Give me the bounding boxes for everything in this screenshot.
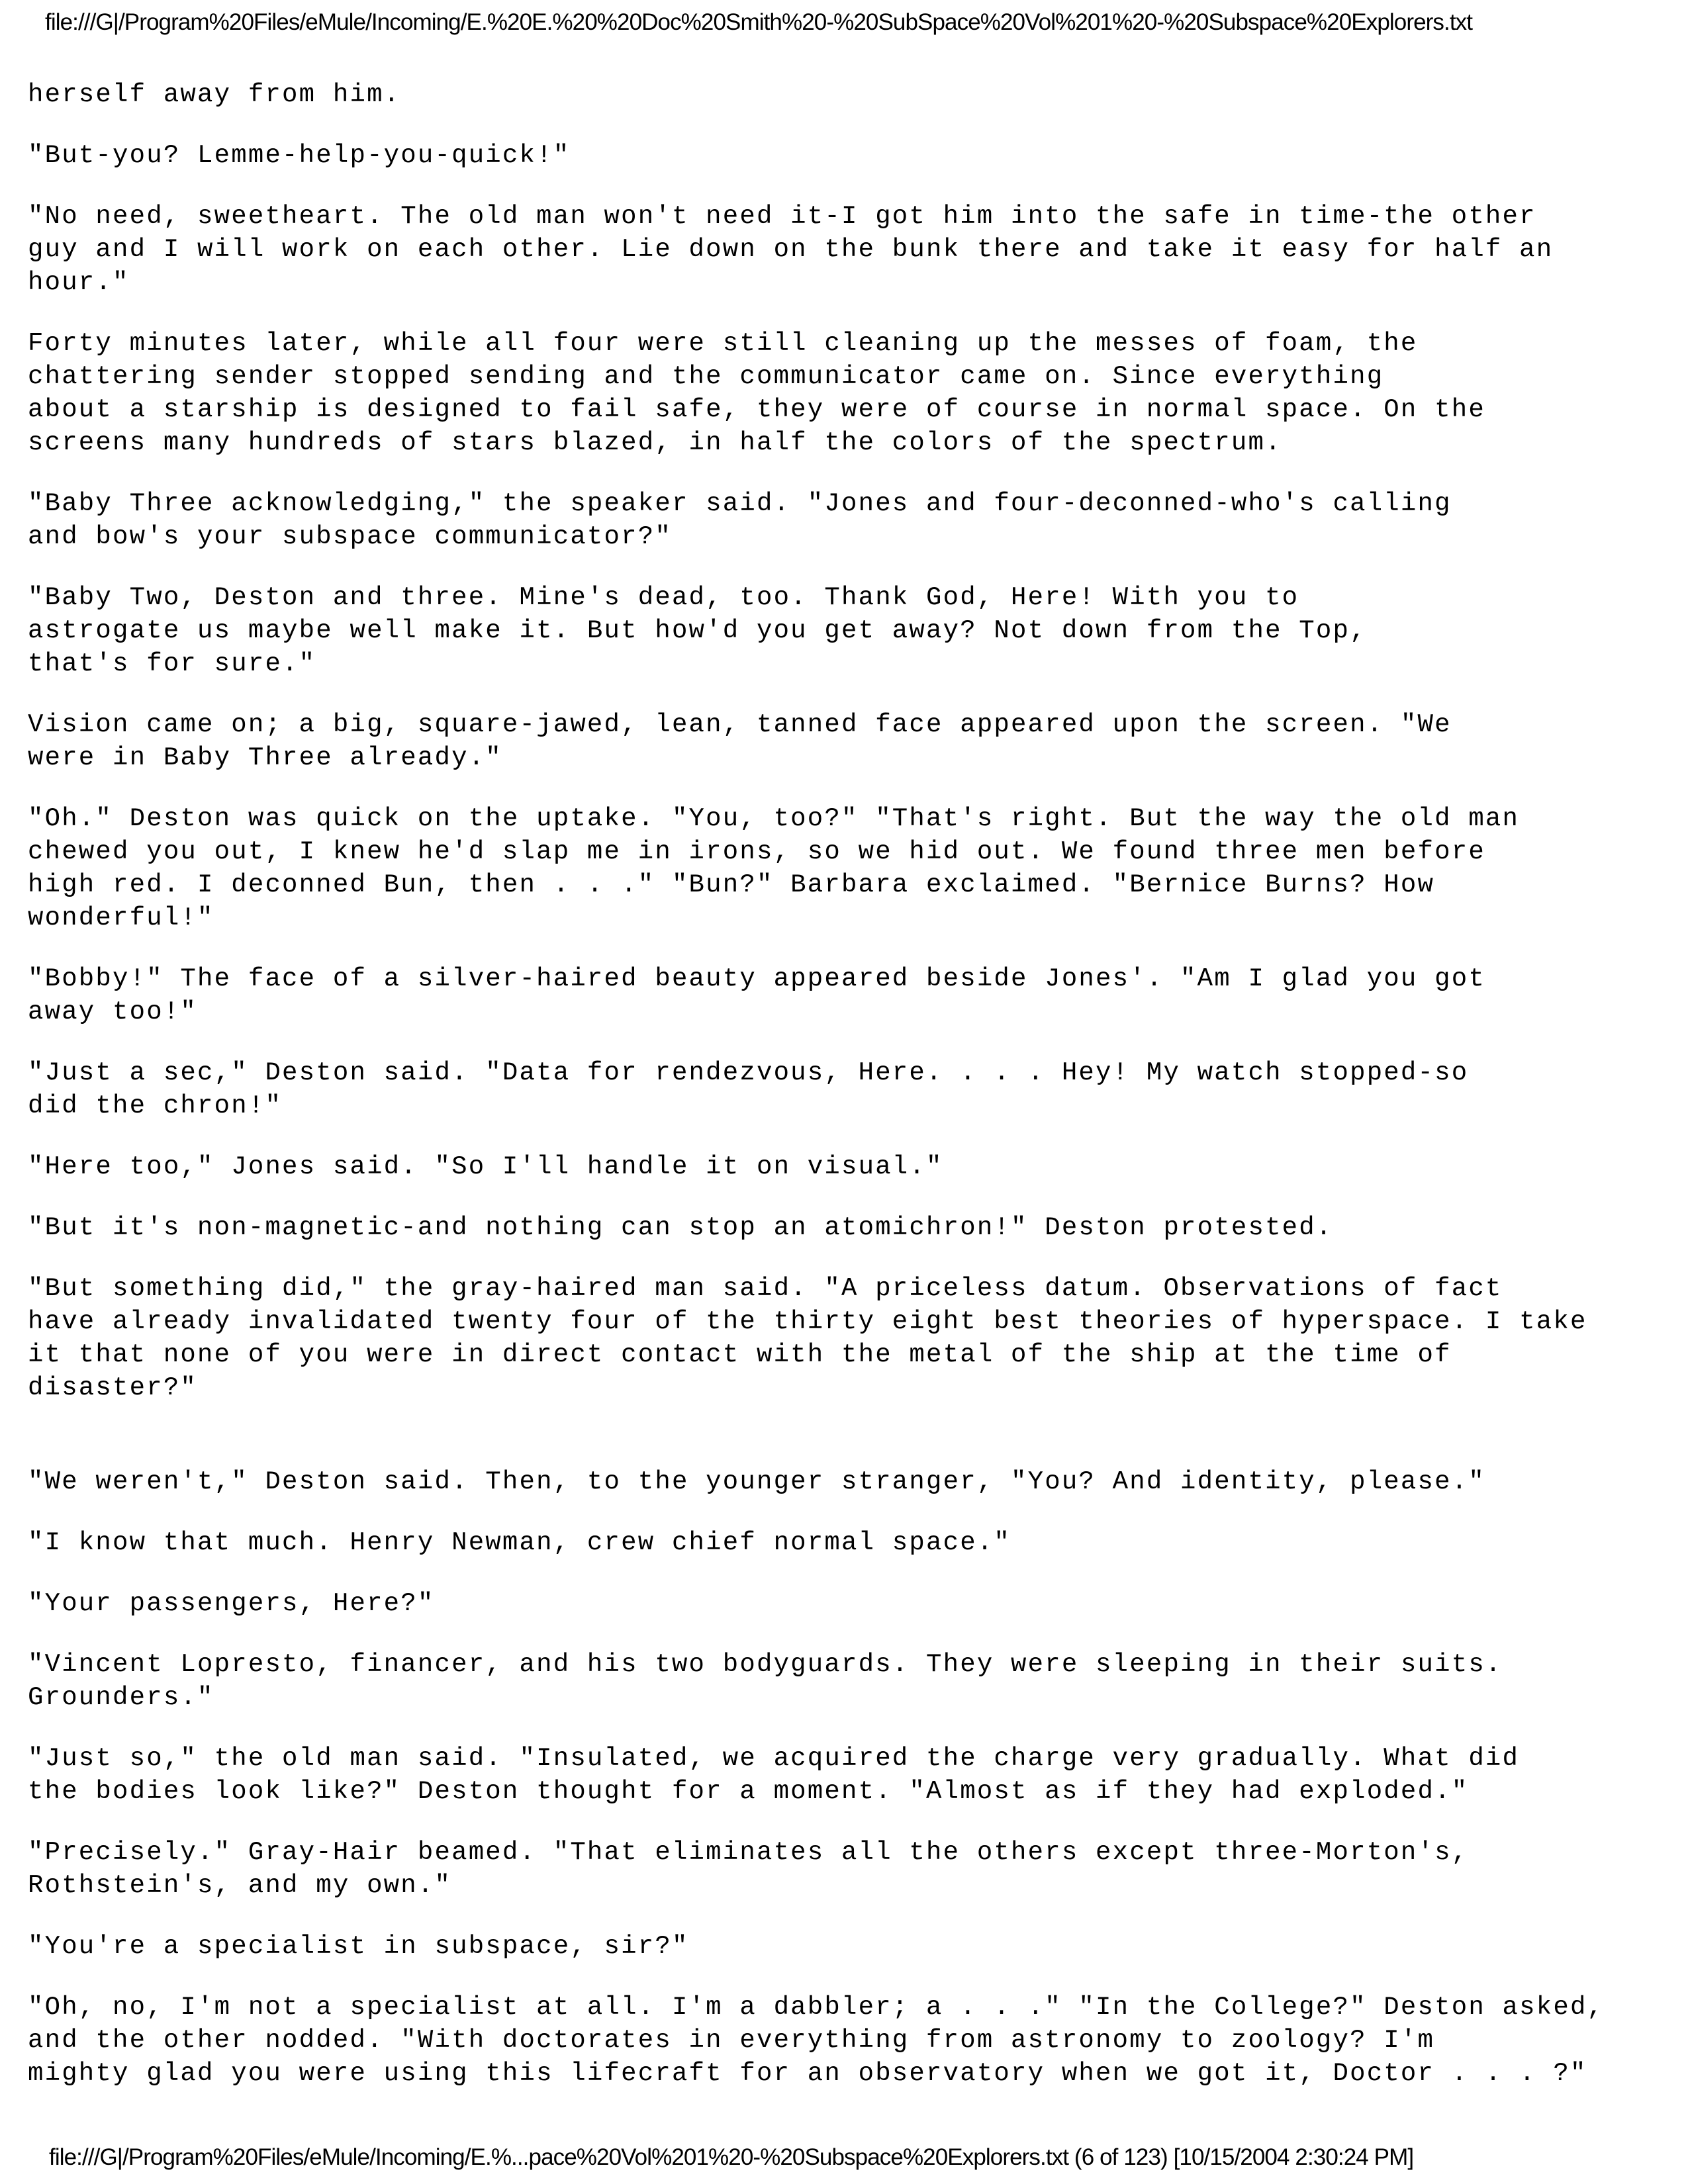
paragraph: "Just a sec," Deston said. "Data for rendezvous, Here. . . . Hey! My watch stopped-so did the chron!" [28, 1058, 1469, 1120]
paragraph: "Oh." Deston was quick on the uptake. "You, too?" "That's right. But the way the old man chewed you out, I knew he'd slap me in irons, so we hid out. We found three men before high red. I deconned Bun, then . . ." "Bun?" Barbara exclaimed. "Bernice Burns? How wonderful!" [28, 804, 1520, 933]
page-footer-url: file:///G|/Program%20Files/eMule/Incoming/E.%...pace%20Vol%201%20-%20Subspace%20Explorers.txt (6 of 123) [10/15/2004 2:30:24 PM] [49, 2144, 1414, 2170]
paragraph: "Here too," Jones said. "So I'll handle it on visual." [28, 1152, 943, 1181]
paragraph: "But-you? Lemme-help-you-quick!" [28, 141, 571, 170]
paragraph: "I know that much. Henry Newman, crew chief normal space." [28, 1528, 1011, 1557]
paragraph: "Bobby!" The face of a silver-haired beauty appeared beside Jones'. "Am I glad you got away too!" [28, 964, 1485, 1026]
paragraph: "You're a specialist in subspace, sir?" [28, 1932, 689, 1961]
paragraph: "Precisely." Gray-Hair beamed. "That eliminates all the others except three-Morton's, Rothstein's, and my own." [28, 1838, 1469, 1900]
paragraph: "We weren't," Deston said. Then, to the younger stranger, "You? And identity, please." [28, 1467, 1485, 1496]
paragraph: Vision came on; a big, square-jawed, lean, tanned face appeared upon the screen. "We were in Baby Three already." [28, 710, 1452, 772]
paragraph: "Just so," the old man said. "Insulated, we acquired the charge very gradually. What did the bodies look like?" Deston thought for a moment. "Almost as if they had exploded." [28, 1744, 1520, 1806]
page-header-url: file:///G|/Program%20Files/eMule/Incoming/E.%20E.%20%20Doc%20Smith%20-%20SubSpace%20Vol%201%20-%20Subspace%20Explorers.txt [45, 9, 1473, 35]
paragraph: "But something did," the gray-haired man said. "A priceless datum. Observations of fact have already invalidated twenty four of the thirty eight best theories of hyperspace. I take it that none of you were in direct contact with the metal of the ship at the time of disaster?" [28, 1274, 1587, 1402]
paragraph: herself away from him. [28, 80, 401, 109]
paragraph: "Your passengers, Here?" [28, 1589, 435, 1618]
paragraph: "Vincent Lopresto, financer, and his two bodyguards. They were sleeping in their suits. Grounders." [28, 1650, 1503, 1712]
paragraph: "But it's non-magnetic-and nothing can stop an atomichron!" Deston protested. [28, 1213, 1333, 1242]
paragraph: "Baby Two, Deston and three. Mine's dead, too. Thank God, Here! With you to astrogate us maybe well make it. But how'd you get away? Not down from the Top, that's for sure." [28, 583, 1367, 678]
paragraph: Forty minutes later, while all four were still cleaning up the messes of foam, the chattering sender stopped sending and the communicator came on. Since everything about a starship is designed to fail safe, they were of course in normal space. On the screens many hundreds of stars blazed, in half the colors of the spectrum. [28, 329, 1485, 457]
paragraph: "No need, sweetheart. The old man won't need it-I got him into the safe in time-the other guy and I will work on each other. Lie down on the bunk there and take it easy for half an hour." [28, 202, 1554, 297]
document-body [28, 78, 1643, 2118]
paragraph: "Oh, no, I'm not a specialist at all. I'm a dabbler; a . . ." "In the College?" Deston asked, and the other nodded. "With doctorates in everything from astronomy to zoology? I'm mighty glad you were using this lifecraft for an observatory when we got it, Doctor . . . ?" [28, 1993, 1605, 2088]
paragraph: "Baby Three acknowledging," the speaker said. "Jones and four-deconned-who's calling and bow's your subspace communicator?" [28, 489, 1452, 551]
